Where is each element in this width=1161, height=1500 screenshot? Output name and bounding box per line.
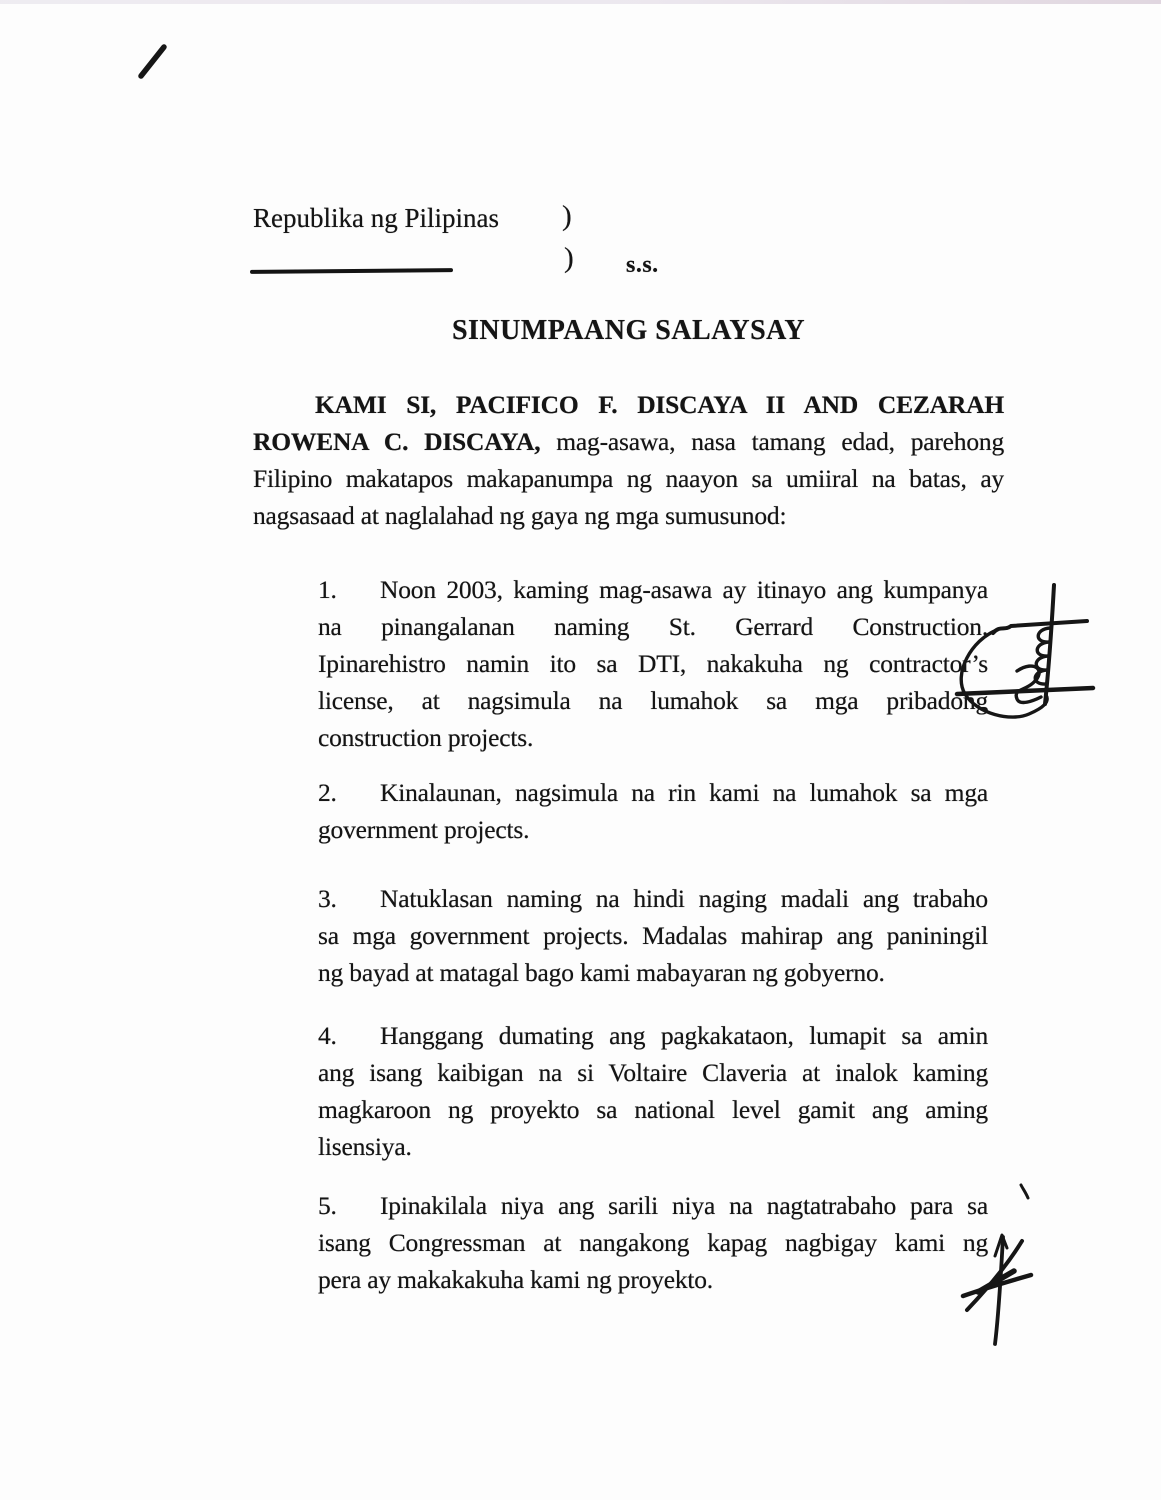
item-number: 5. — [318, 1191, 337, 1220]
numbered-item-2 — [318, 774, 988, 848]
intro-line-3: Filipino makatapos makapanumpa ng naayon sa umiiral na batas, ay — [253, 464, 1004, 493]
header-ss-label: s.s. — [626, 252, 659, 278]
item-line: sa mga government projects. Madalas mahirap ang paniningil — [318, 921, 988, 950]
item-line: Kinalaunan, nagsimula na rin kami na lumahok sa mga — [380, 778, 988, 807]
item-line: ng bayad at matagal bago kami mabayaran ng gobyerno. — [318, 958, 885, 987]
item-line: lisensiya. — [318, 1132, 412, 1161]
numbered-item-3 — [318, 880, 988, 991]
document-title: SINUMPAANG SALAYSAY — [451, 315, 806, 346]
item-line: na pinangalanan naming St. Gerrard Construction. — [318, 612, 988, 641]
header-blank-underline — [250, 268, 453, 273]
item-line: Ipinakilala niya ang sarili niya na nagtatrabaho para sa — [380, 1191, 988, 1220]
intro-line-4: nagsasaad at naglalahad ng gaya ng mga sumusunod: — [253, 501, 787, 530]
scan-edge-artifact — [0, 0, 1161, 4]
item-number: 3. — [318, 884, 337, 913]
handwritten-slash-mark — [134, 40, 172, 82]
header-paren-1: ) — [562, 200, 572, 232]
item-number: 2. — [318, 778, 337, 807]
header-country-line: Republika ng Pilipinas — [253, 203, 499, 233]
intro-line-2 — [253, 423, 1004, 460]
item-number: 1. — [318, 575, 337, 604]
item-line: construction projects. — [318, 723, 534, 752]
intro-paragraph — [253, 386, 1004, 534]
item-line: government projects. — [318, 815, 530, 844]
pen-tick-mark — [1018, 1183, 1032, 1201]
item-line: pera ay makakakuha kami ng proyekto. — [318, 1265, 713, 1294]
item-line: ang isang kaibigan na si Voltaire Claveria at inalok kaming — [318, 1058, 988, 1087]
intro-line-1: KAMI SI, PACIFICO F. DISCAYA II AND CEZARAH — [315, 390, 1004, 419]
item-line: isang Congressman at nangakong kapag nagbigay kami ng — [318, 1228, 988, 1257]
numbered-item-4 — [318, 1017, 988, 1165]
margin-signature-scribble — [953, 576, 1101, 744]
item-line: Noon 2003, kaming mag-asawa ay itinayo ang kumpanya — [380, 575, 988, 604]
item-line: Ipinarehistro namin ito sa DTI, nakakuha ng contractor’s — [318, 649, 988, 678]
numbered-item-1 — [318, 571, 988, 756]
item-line: license, at nagsimula na lumahok sa mga pribadong — [318, 686, 988, 715]
initials-scribble — [956, 1220, 1048, 1352]
item-number: 4. — [318, 1021, 337, 1050]
item-line: magkaroon ng proyekto sa national level gamit ang aming — [318, 1095, 988, 1124]
header-paren-2: ) — [564, 242, 574, 274]
item-line: Hanggang dumating ang pagkakataon, lumapit sa amin — [380, 1021, 988, 1050]
numbered-item-5 — [318, 1187, 988, 1298]
item-line: Natuklasan naming na hindi naging madali ang trabaho — [380, 884, 988, 913]
intro-line-2-rest: mag-asawa, nasa tamang edad, parehong — [556, 427, 1004, 456]
affiant-name: ROWENA C. DISCAYA, — [253, 427, 541, 456]
